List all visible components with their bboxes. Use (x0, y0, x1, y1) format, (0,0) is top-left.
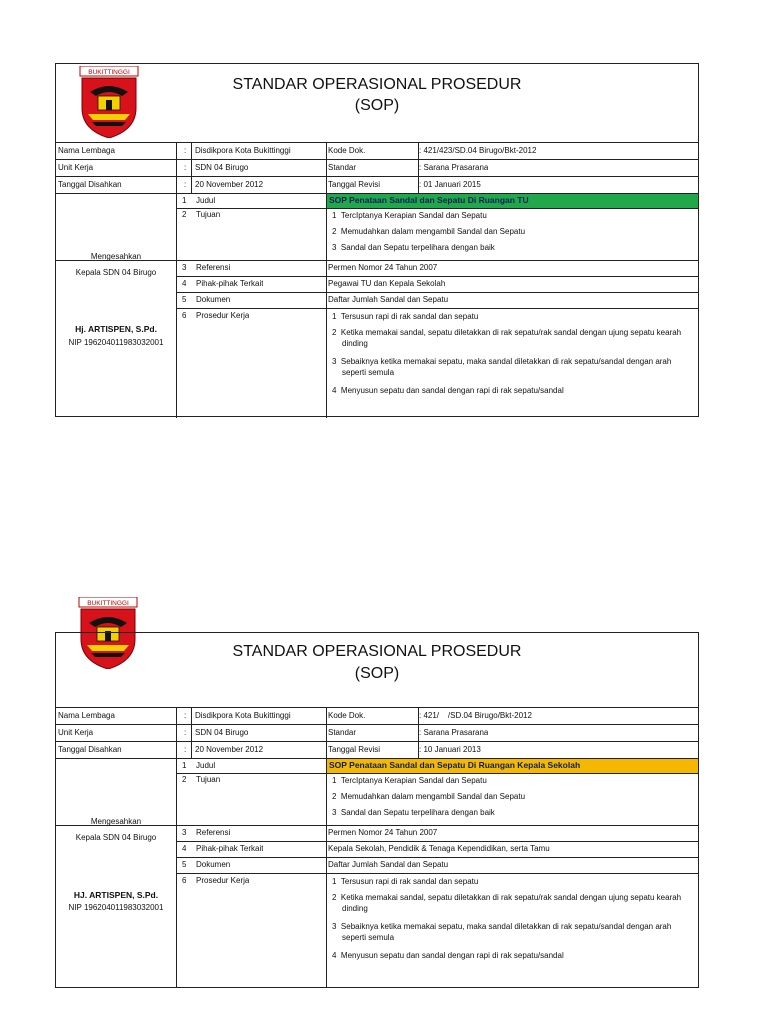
label-dokumen: Dokumen (196, 860, 231, 869)
label-tujuan: Tujuan (196, 210, 221, 219)
value-judul: SOP Penataan Sandal dan Sepatu Di Ruangan TU (327, 194, 698, 208)
value-unit-kerja: SDN 04 Birugo (195, 163, 249, 172)
row-tujuan (176, 773, 698, 826)
list-item: 3 Sandal dan Sepatu terpelihara dengan baik (332, 808, 495, 817)
sop-document-2 (55, 632, 699, 988)
num: 4 (182, 844, 187, 853)
num: 6 (182, 876, 187, 885)
num: 6 (182, 311, 187, 320)
row-dokumen (176, 857, 698, 874)
num: 3 (182, 263, 187, 272)
colon: : (184, 146, 187, 155)
label-nama-lembaga: Nama Lembaga (58, 146, 115, 155)
value-tanggal-disahkan: 20 November 2012 (195, 180, 264, 189)
sop-info-table (56, 143, 698, 418)
colon: : (184, 745, 187, 754)
row-judul (176, 759, 698, 774)
table-row (56, 708, 698, 725)
label-prosedur-kerja: Prosedur Kerja (196, 876, 250, 885)
num: 3 (182, 828, 187, 837)
label-prosedur-kerja: Prosedur Kerja (196, 311, 250, 320)
num: 5 (182, 295, 187, 304)
list-item: 3 Sebaiknya ketika memakai sepatu, maka sandal diletakkan di rak sepatu/sandal dengan arah (332, 357, 672, 366)
label-standar: Standar (328, 728, 357, 737)
list-item: 1 Tersusun rapi di rak sandal dan sepatu (332, 877, 479, 886)
list-item: 1 TercIptanya Kerapian Sandal dan Sepatu (332, 211, 487, 220)
row-dokumen (176, 292, 698, 309)
value-kode-dok: : 421/423/SD.04 Birugo/Bkt-2012 (419, 146, 537, 155)
sig-line-2: Kepala SDN 04 Birugo (75, 268, 157, 277)
label-tanggal-revisi: Tanggal Revisi (328, 180, 381, 189)
value-pihak-terkait: Kepala Sekolah, Pendidik & Tenaga Kependidikan, serta Tamu (328, 844, 550, 853)
list-item-cont: seperti semula (342, 933, 395, 942)
value-tanggal-revisi: : 01 Januari 2015 (419, 180, 481, 189)
table-row (56, 143, 698, 160)
value-pihak-terkait: Pegawai TU dan Kepala Sekolah (328, 279, 446, 288)
row-prosedur-kerja (176, 308, 698, 418)
label-tanggal-disahkan: Tanggal Disahkan (58, 745, 122, 754)
value-tanggal-disahkan: 20 November 2012 (195, 745, 264, 754)
list-item: 1 Tersusun rapi di rak sandal dan sepatu (332, 312, 479, 321)
label-unit-kerja: Unit Kerja (58, 728, 94, 737)
value-dokumen: Daftar Jumlah Sandal dan Sepatu (328, 860, 449, 869)
value-unit-kerja: SDN 04 Birugo (195, 728, 249, 737)
value-standar: : Sarana Prasarana (419, 163, 489, 172)
value-nama-lembaga: Disdikpora Kota Bukittinggi (195, 711, 291, 720)
svg-text:BUKITTINGGI: BUKITTINGGI (88, 69, 130, 76)
sig-nip: NIP 196204011983032001 (68, 903, 164, 912)
list-item: 4 Menyusun sepatu dan sandal dengan rapi di rak sepatu/sandal (332, 951, 564, 960)
value-referensi: Permen Nomor 24 Tahun 2007 (328, 263, 438, 272)
list-item-cont: seperti semula (342, 368, 395, 377)
value-kode-dok: : 421/ /SD.04 Birugo/Bkt-2012 (419, 711, 532, 720)
num: 2 (182, 775, 187, 784)
label-tanggal-revisi: Tanggal Revisi (328, 745, 381, 754)
sig-line-2: Kepala SDN 04 Birugo (75, 833, 157, 842)
list-item: 4 Menyusun sepatu dan sandal dengan rapi di rak sepatu/sandal (332, 386, 564, 395)
table-row (56, 742, 698, 759)
label-standar: Standar (328, 163, 357, 172)
svg-text:BUKITTINGGI: BUKITTINGGI (87, 600, 129, 607)
sop-info-table (56, 708, 698, 988)
table-row (56, 177, 698, 194)
sig-name: Hj. ARTISPEN, S.Pd. (75, 324, 157, 334)
sop-document-1 (55, 63, 699, 417)
num: 2 (182, 210, 187, 219)
list-item: 3 Sandal dan Sepatu terpelihara dengan baik (332, 243, 495, 252)
num: 5 (182, 860, 187, 869)
table-row (56, 160, 698, 177)
label-pihak-terkait: Pihak-pihak Terkait (196, 844, 264, 853)
row-referensi (176, 825, 698, 842)
row-referensi (176, 260, 698, 277)
sop-title: STANDAR OPERASIONAL PROSEDUR (232, 76, 522, 93)
list-item: 2 Memudahkan dalam mengambil Sandal dan Sepatu (332, 792, 526, 801)
row-pihak-terkait (176, 841, 698, 858)
sop-detail-section (56, 759, 698, 988)
sop-subtitle: (SOP) (354, 97, 400, 114)
label-pihak-terkait: Pihak-pihak Terkait (196, 279, 264, 288)
colon: : (184, 163, 187, 172)
value-judul: SOP Penataan Sandal dan Sepatu Di Ruangan Kepala Sekolah (327, 759, 698, 773)
list-item: 3 Sebaiknya ketika memakai sepatu, maka sandal diletakkan di rak sepatu/sandal dengan arah (332, 922, 672, 931)
sig-line-1: Mengesahkan (90, 252, 142, 261)
list-item-cont: dinding (342, 904, 368, 913)
label-kode-dok: Kode Dok. (328, 146, 366, 155)
label-unit-kerja: Unit Kerja (58, 163, 94, 172)
list-item: 2 Ketika memakai sandal, sepatu diletakkan di rak sepatu/rak sandal dengan ujung sepatu kearah (332, 328, 682, 337)
value-nama-lembaga: Disdikpora Kota Bukittinggi (195, 146, 291, 155)
value-referensi: Permen Nomor 24 Tahun 2007 (328, 828, 438, 837)
list-item: 2 Ketika memakai sandal, sepatu diletakkan di rak sepatu/rak sandal dengan ujung sepatu kearah (332, 893, 682, 902)
value-dokumen: Daftar Jumlah Sandal dan Sepatu (328, 295, 449, 304)
label-referensi: Referensi (196, 263, 231, 272)
row-prosedur-kerja (176, 873, 698, 988)
sop-title: STANDAR OPERASIONAL PROSEDUR (232, 643, 522, 660)
num: 1 (182, 761, 187, 770)
label-dokumen: Dokumen (196, 295, 231, 304)
sig-line-1: Mengesahkan (90, 817, 142, 826)
row-judul (176, 194, 698, 209)
num: 1 (182, 196, 187, 205)
label-tanggal-disahkan: Tanggal Disahkan (58, 180, 122, 189)
list-item: 2 Memudahkan dalam mengambil Sandal dan Sepatu (332, 227, 526, 236)
sig-name: HJ. ARTISPEN, S.Pd. (73, 890, 159, 900)
label-kode-dok: Kode Dok. (328, 711, 366, 720)
colon: : (184, 180, 187, 189)
sig-nip: NIP 196204011983032001 (68, 338, 164, 347)
value-tanggal-revisi: : 10 Januari 2013 (419, 745, 481, 754)
sop-header (56, 64, 698, 143)
list-item-cont: dinding (342, 339, 368, 348)
table-row (56, 725, 698, 742)
label-judul: Judul (196, 196, 216, 205)
value-standar: : Sarana Prasarana (419, 728, 489, 737)
row-pihak-terkait (176, 276, 698, 293)
row-tujuan (176, 208, 698, 261)
list-item: 1 TercIptanya Kerapian Sandal dan Sepatu (332, 776, 487, 785)
sop-header (56, 633, 698, 708)
colon: : (184, 711, 187, 720)
label-nama-lembaga: Nama Lembaga (58, 711, 115, 720)
num: 4 (182, 279, 187, 288)
colon: : (184, 728, 187, 737)
label-tujuan: Tujuan (196, 775, 221, 784)
label-judul: Judul (196, 761, 216, 770)
sop-detail-section (56, 194, 698, 418)
sop-subtitle: (SOP) (354, 665, 400, 682)
label-referensi: Referensi (196, 828, 231, 837)
